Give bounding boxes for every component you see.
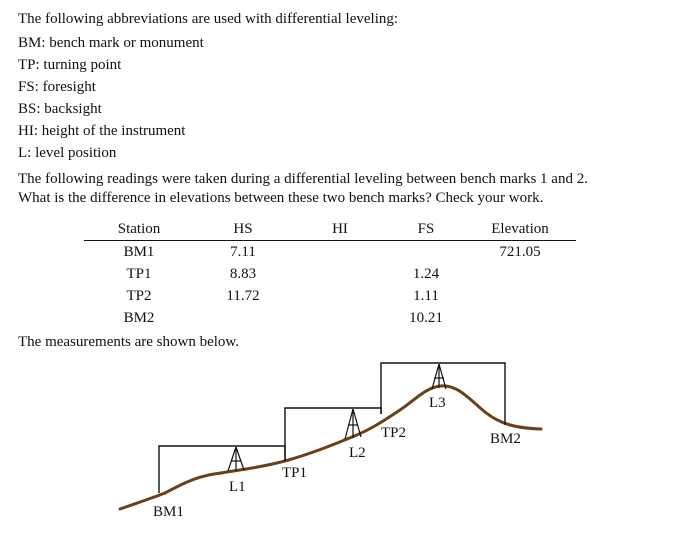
cell-station: TP2 xyxy=(126,288,152,304)
table-row xyxy=(84,241,576,264)
cell-hi xyxy=(292,307,388,329)
label-bm2: BM2 xyxy=(490,431,521,447)
label-l3: L3 xyxy=(429,395,446,411)
cell-hi xyxy=(292,285,388,307)
cell-fs: 1.24 xyxy=(412,266,440,282)
readings-table xyxy=(84,217,576,329)
cell-station: BM1 xyxy=(123,244,155,260)
measurements-note: The measurements are shown below. xyxy=(18,334,240,350)
cell-hs: 11.72 xyxy=(226,288,260,304)
cell-fs: 10.21 xyxy=(409,310,443,326)
label-tp2: TP2 xyxy=(381,425,407,441)
abbr-bs: BS: backsight xyxy=(18,101,102,117)
cell-elevation xyxy=(464,263,576,285)
ground-profile xyxy=(120,386,541,509)
table-row xyxy=(84,307,576,329)
label-bm1: BM1 xyxy=(153,504,184,520)
label-l2: L2 xyxy=(349,445,366,461)
abbr-l: L: level position xyxy=(18,145,117,161)
sight-lines-l2 xyxy=(285,408,381,461)
cell-station: BM2 xyxy=(123,310,155,326)
header-hi: HI xyxy=(292,217,388,241)
cell-hs: 7.11 xyxy=(230,244,256,260)
question-line-2: What is the difference in elevations between these two bench marks? Check your work. xyxy=(18,190,544,206)
label-l1: L1 xyxy=(229,479,246,495)
cell-hs xyxy=(194,307,292,329)
header-hs: HS xyxy=(194,217,292,241)
cell-elevation xyxy=(464,285,576,307)
cell-fs xyxy=(388,241,464,264)
intro-text: The following abbreviations are used with differential leveling: xyxy=(18,11,399,27)
abbr-tp: TP: turning point xyxy=(18,57,122,73)
leveling-diagram xyxy=(0,352,686,539)
header-station: Station xyxy=(84,217,194,241)
cell-hs: 8.83 xyxy=(229,266,257,282)
level-tripod-l1 xyxy=(228,447,244,471)
abbr-hi: HI: height of the instrument xyxy=(18,123,186,139)
question-line-1: The following readings were taken during a differential leveling between bench marks 1 and 2. xyxy=(18,171,588,187)
header-elevation: Elevation xyxy=(464,217,576,241)
cell-hi xyxy=(292,241,388,264)
header-fs: FS xyxy=(388,217,464,241)
cell-hi xyxy=(292,263,388,285)
cell-station: TP1 xyxy=(126,266,152,282)
document-text xyxy=(18,8,678,208)
table-row xyxy=(84,285,576,307)
sight-lines-l3 xyxy=(381,363,505,425)
abbr-bm: BM: bench mark or monument xyxy=(18,35,204,51)
readings-table-container xyxy=(84,217,576,329)
abbr-fs: FS: foresight xyxy=(18,79,96,95)
cell-fs: 1.11 xyxy=(413,288,439,304)
table-row xyxy=(84,263,576,285)
table-header-row xyxy=(84,217,576,241)
cell-elevation: 721.05 xyxy=(499,244,541,260)
cell-elevation xyxy=(464,307,576,329)
label-tp1: TP1 xyxy=(282,465,308,481)
